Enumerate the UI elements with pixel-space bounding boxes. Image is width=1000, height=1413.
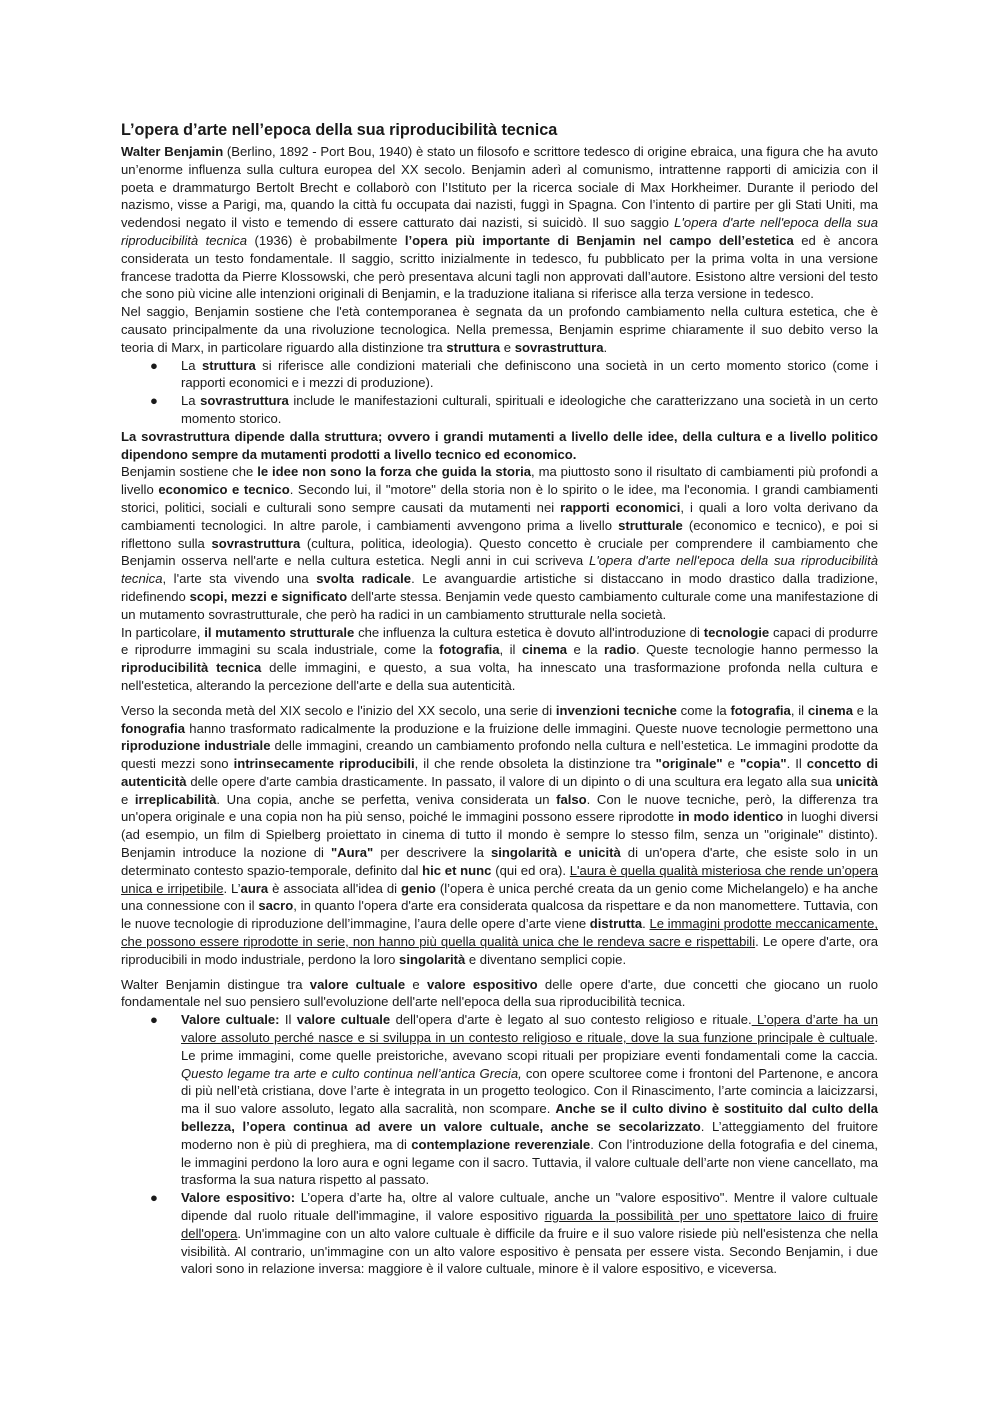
- text-run: e: [500, 339, 515, 355]
- text-run: per descrivere la: [373, 845, 491, 861]
- bold-text: cinema: [521, 642, 568, 658]
- bold-text: valore cultuale: [296, 1012, 391, 1028]
- text-run: delle immagini, creando un cambiamento profondo nella cultura e nell’estetica. Le immagini prodotte da questi mezzi sono: [121, 738, 878, 772]
- italic-text: Questo legame tra arte e culto continua nell’antica Grecia,: [181, 1065, 522, 1081]
- text-run: La: [181, 393, 201, 409]
- text-run: In particolare,: [121, 624, 205, 640]
- bold-text: fotografia: [730, 702, 791, 718]
- bold-text: intrinsecamente riproducibili: [233, 756, 415, 772]
- text-run: (cultura, politica, ideologia). Questo concetto è cruciale per comprendere il cambiamento che Benjamin osserva nell'arte e nella cultura estetica. Negli anni in cui scriveva: [121, 535, 878, 569]
- text-run: e: [121, 791, 135, 807]
- bold-text: "copia": [739, 756, 787, 772]
- text-run: e: [722, 756, 740, 772]
- text-run: (1936) è probabilmente: [247, 232, 405, 248]
- text-run: . L’atteggiamento del fruitore moderno non è più di preghiera, ma di: [181, 1119, 878, 1152]
- sovrastruttura-paragraph: [121, 428, 878, 464]
- text-run: e la: [852, 702, 879, 718]
- bold-text: genio: [401, 880, 436, 896]
- bold-text: riproducibilità tecnica: [121, 660, 262, 676]
- text-run: . Il: [786, 756, 807, 772]
- bold-text: sovrastruttura: [200, 393, 289, 409]
- invenzioni-paragraph: [121, 702, 878, 969]
- text-run: . Le opere d'arte, ora riproducibili in modo industriale, perdono la loro: [121, 934, 878, 967]
- saggio-paragraph: [121, 303, 878, 356]
- bold-text: Walter Benjamin: [121, 144, 224, 159]
- text-run: Nel saggio, Benjamin sostiene che l'età contemporanea è segnata da un profondo cambiamento nella cultura estetica, che è causato principalmente da una rivoluzione tecnologica. Nella premessa, Benjamin esprime chiaramente il suo debito verso la teoria di Marx, in particolare riguardo alla distinzione tra: [121, 304, 878, 355]
- bold-text: hic et nunc: [422, 862, 492, 878]
- document-title: L’opera d’arte nell’epoca della sua riproducibilità tecnica: [121, 121, 558, 139]
- bold-text: Valore espositivo:: [181, 1190, 296, 1206]
- bold-text: aura: [240, 880, 269, 896]
- bold-text: unicità: [835, 773, 878, 789]
- text-run: come la: [676, 702, 731, 718]
- text-run: . Le avanguardie artistiche si distaccano in modo drastico dalla tradizione, ridefinendo: [121, 571, 878, 604]
- bullet-item: [121, 1189, 878, 1278]
- text-run: Walter Benjamin distingue tra: [121, 976, 310, 992]
- bold-text: svolta radicale: [316, 571, 412, 587]
- valori-paragraph: [121, 976, 878, 1012]
- text-run: dell'opera d'arte è legato al suo contesto religioso e rituale.: [390, 1012, 752, 1028]
- text-run: e: [405, 976, 427, 992]
- text-run: che influenza la cultura estetica è dovuto all'introduzione di: [354, 624, 704, 640]
- bullet-icon: ●: [150, 357, 158, 373]
- bold-text: cinema: [807, 702, 853, 718]
- text-run: , il: [499, 642, 522, 658]
- text-run: , i quali a loro volta derivano da cambiamenti tecnologici. In altre parole, i cambiamenti avvengono prima a livello: [121, 499, 878, 533]
- bold-text: fotografia: [439, 642, 500, 658]
- bold-text: singolarità e unicità: [490, 845, 621, 861]
- text-run: Il: [279, 1012, 297, 1028]
- bold-text: struttura: [201, 357, 256, 373]
- text-run: . Secondo lui, il "motore" della storia non è lo spirito o le idee, ma l'economia. I grandi cambiamenti storici, politici, sociali e culturali sono sempre causati da mutamenti nei: [121, 482, 878, 515]
- bold-text: valore espositivo: [427, 976, 538, 992]
- text-run: capaci di produrre e riprodurre immagini su scala industriale, come la: [121, 624, 878, 658]
- text-run: La: [181, 357, 202, 373]
- text-run: .: [642, 916, 650, 932]
- bold-text: struttura: [446, 339, 501, 355]
- bold-text: sacro: [258, 898, 294, 914]
- bold-text: falso: [556, 791, 587, 807]
- bold-text: il mutamento strutturale: [204, 624, 355, 640]
- text-run: include le manifestazioni culturali, spirituali e ideologiche che caratterizzano una società in un certo momento storico.: [181, 393, 878, 426]
- text-run: in luoghi diversi (ad esempio, un film di Spielberg proiettato in cinema di tutto il mondo è sempre lo stesso film, senza un "originale" distinto). Benjamin introduce la nozione di: [121, 809, 879, 861]
- text-run: . Con l’introduzione della fotografia e del cinema, le immagini perdono la loro aura e ogni legame con il sacro. Tuttavia, il valore cultuale dell’arte non viene cancellato, ma trasforma la sua natura rispetto al passato.: [181, 1136, 878, 1188]
- bullet-item: [121, 1011, 878, 1189]
- bold-text: irreplicabilità: [134, 791, 217, 807]
- bullet-item: [121, 392, 878, 428]
- text-run: delle opere d'arte cambia drasticamente. In passato, il valore di un dipinto o di una scultura era legato alla sua: [186, 773, 836, 789]
- bold-text: radio: [603, 642, 636, 658]
- bold-text: "Aura": [330, 845, 374, 861]
- text-run: Verso la seconda metà del XIX secolo e l'inizio del XX secolo, una serie di: [121, 702, 556, 718]
- bold-text: scopi, mezzi e significato: [189, 588, 348, 604]
- underlined-text: L'aura è quella qualità misteriosa che rende un’opera unica e irripetibile: [121, 862, 878, 896]
- bold-text: "originale": [655, 756, 723, 772]
- text-run: è associata all'idea di: [268, 880, 402, 896]
- text-run: (qui ed ora).: [491, 862, 570, 878]
- bold-text: La sovrastruttura dipende dalla struttura; ovvero i grandi mutamenti a livello delle idee, della cultura e a livello politico dipendono sempre da mutamenti prodotti a livello tecnico ed economico.: [121, 428, 878, 462]
- text-run: L’opera d’arte ha, oltre al valore cultuale, anche un "valore espositivo". Mentre il valore cultuale dipende dal ruolo rituale dell'immagine, il valore espositivo: [181, 1190, 878, 1224]
- text-run: . Le prime immagini, come quelle preistoriche, avevano scopi rituali per propiziare eventi fondamentali come la caccia.: [181, 1030, 878, 1063]
- text-run: e la: [567, 642, 604, 658]
- mutamento-paragraph: [121, 624, 878, 695]
- intro-paragraph: [121, 143, 878, 303]
- text-run: . Un'immagine con un alto valore cultuale è difficile da fruire e il suo valore risiede più nell'esistenza che nella visibilità. Al contrario, un'immagine con un alto valore espositivo è pensata per essere vista. Secondo Benjamin, i due valori sono in relazione inversa: maggiore è il valore cultuale, minore è il valore espositivo, e viceversa.: [181, 1225, 878, 1277]
- text-run: (Berlino, 1892 - Port Bou, 1940) è stato un filosofo e scrittore tedesco di origine ebraica, una figura che ha avuto un’enorme influenza sulla cultura europea del XX secolo. Benjamin aderì al comunismo, intrattenne rapporti di amicizia con il poeta e drammaturgo Bertolt Brecht e collaborò con l’Istituto per la ricerca sociale di Max Horkheimer. Durante il periodo del nazismo, visse a Parigi, ma, quando la città fu occupata dai nazisti, fuggì in Spagna. Con l’intento di partire per gli Stati Uniti, ma vedendosi negato il visto e temendo di essere catturato dai nazisti, si suicidò. Il suo saggio: [121, 144, 878, 231]
- valori-bullet-list: [121, 1011, 878, 1278]
- text-run: , il: [790, 702, 808, 718]
- struttura-bullet-list: [121, 357, 878, 428]
- bold-text: le idee non sono la forza che guida la storia: [257, 464, 532, 480]
- text-run: con opere scultoree come i frontoni del Partenone, e ancora di più nell’età cristiana, dove l’arte è integrata in un progetto teologico. Con il Rinascimento, l’arte comincia a laicizzarsi, ma il suo valore assoluto, legato alla sacralità, non scompare.: [181, 1065, 878, 1117]
- bold-text: Valore cultuale:: [181, 1012, 280, 1028]
- bullet-icon: ●: [150, 1190, 158, 1206]
- bullet-item: [121, 357, 878, 393]
- text-run: , ma piuttosto sono il risultato di cambiamenti più profondi a livello: [121, 464, 878, 498]
- text-run: delle immagini, e questo, a sua volta, ha innescato una trasformazione profonda nella cultura e nell'estetica, alterando la percezione dell'arte e della sua autenticità.: [121, 660, 878, 693]
- text-run: si riferisce alle condizioni materiali che definiscono una società in un certo momento storico (come i rapporti economici e i mezzi di produzione).: [181, 357, 879, 391]
- text-run: , l'arte sta vivendo una: [162, 571, 317, 587]
- bold-text: contemplazione reverenziale: [411, 1136, 591, 1152]
- bold-text: tecnologie: [703, 624, 770, 640]
- text-run: . Con le nuove tecniche, però, la differenza tra un'opera originale e una copia non ha più senso, poiché le immagini possono essere riprodotte: [121, 791, 878, 825]
- text-run: ed è ancora considerata un testo fondamentale. Il saggio, scritto inizialmente in tedesco, fu pubblicato per la prima volta in una versione francese tradotta da Pierre Klossowski, che però presentava alcuni tagli non approvati dall’autore. Esistono altre versioni del testo che sono più vicine alle intenzioni originali di Benjamin, e la traduzione italiana si riferisce alla terza versione in tedesco.: [121, 232, 878, 302]
- bold-text: Anche se il culto divino è sostituito dal culto della bellezza, l’opera continua ad avere un valore cultuale, anche se secolarizzato: [181, 1101, 878, 1135]
- text-run: Benjamin sostiene che: [121, 464, 258, 480]
- text-run: hanno trasformato radicalmente la produzione e la fruizione delle immagini. Queste nuove tecnologie permettono una: [185, 720, 878, 736]
- bold-text: concetto di autenticità: [121, 756, 878, 789]
- text-run: (l’opera è unica perché creata da un genio come Michelangelo) e ha anche una connessione con il: [121, 880, 878, 914]
- text-run: dell'arte stessa. Benjamin vede questo cambiamento culturale come una manifestazione di un mutamento sovrastrutturale, che però ha radici in un cambiamento strutturale nella società.: [121, 588, 878, 622]
- bold-text: strutturale: [618, 517, 683, 533]
- document-page: [121, 118, 878, 1278]
- bold-text: l’opera più importante di Benjamin nel campo dell’estetica: [404, 232, 794, 248]
- bold-text: singolarità: [399, 951, 466, 967]
- bold-text: valore cultuale: [309, 976, 406, 992]
- bold-text: invenzioni tecniche: [555, 702, 677, 718]
- idee-paragraph: [121, 463, 878, 623]
- bold-text: rapporti economici: [560, 499, 681, 515]
- bold-text: fonografia: [121, 720, 186, 736]
- text-run: . Queste tecnologie hanno permesso la: [635, 642, 878, 658]
- bullet-icon: ●: [150, 1012, 158, 1028]
- italic-text: L'opera d'arte nell'epoca della sua riproducibilità tecnica: [121, 215, 878, 248]
- underlined-text: Le immagini prodotte meccanicamente, che possono essere riprodotte in serie, non hanno più quella qualità unica che le rendeva sacre e rispettabili: [121, 916, 878, 950]
- text-run: . Una copia, anche se perfetta, veniva considerata un: [216, 791, 557, 807]
- bold-text: riproduzione industriale: [121, 738, 271, 754]
- text-run: (economico e tecnico), e poi si riflettono sulla: [121, 517, 878, 551]
- text-run: delle opere d'arte, due concetti che giocano un ruolo fondamentale nel suo pensiero sull'evoluzione dell'arte nell'epoca della sua riproducibilità tecnica.: [121, 976, 878, 1010]
- text-run: .: [603, 339, 608, 355]
- text-run: , in quanto l'opera d'arte era considerata qualcosa da rispettare e da non manomettere. Tuttavia, con le nuove tecnologie di riproduzione dell’immagine, l’aura delle opere d’arte viene: [121, 898, 878, 932]
- bold-text: sovrastruttura: [211, 535, 301, 551]
- italic-text: L'opera d'arte nell'epoca della sua riproducibilità tecnica: [121, 553, 879, 587]
- bold-text: in modo identico: [677, 809, 784, 825]
- underlined-text: riguarda la possibilità per uno spettatore laico di fruire dell'opera: [181, 1208, 878, 1241]
- text-run: di un'opera d'arte, che esiste solo in un determinato contesto spazio-temporale, definito dal: [121, 845, 878, 878]
- bold-text: distrutta: [589, 916, 643, 932]
- bullet-icon: ●: [150, 393, 158, 409]
- bold-text: economico e tecnico: [158, 482, 290, 498]
- text-run: . L’: [223, 880, 241, 896]
- bold-text: sovrastruttura: [514, 339, 604, 355]
- text-run: e diventano semplici copie.: [465, 951, 627, 967]
- underlined-text: L’opera d’arte ha un valore assoluto perché nasce e si sviluppa in un contesto religioso e rituale, dove la sua funzione principale è cultuale: [181, 1012, 878, 1046]
- text-run: , il che rende obsoleta la distinzione tra: [414, 756, 656, 772]
